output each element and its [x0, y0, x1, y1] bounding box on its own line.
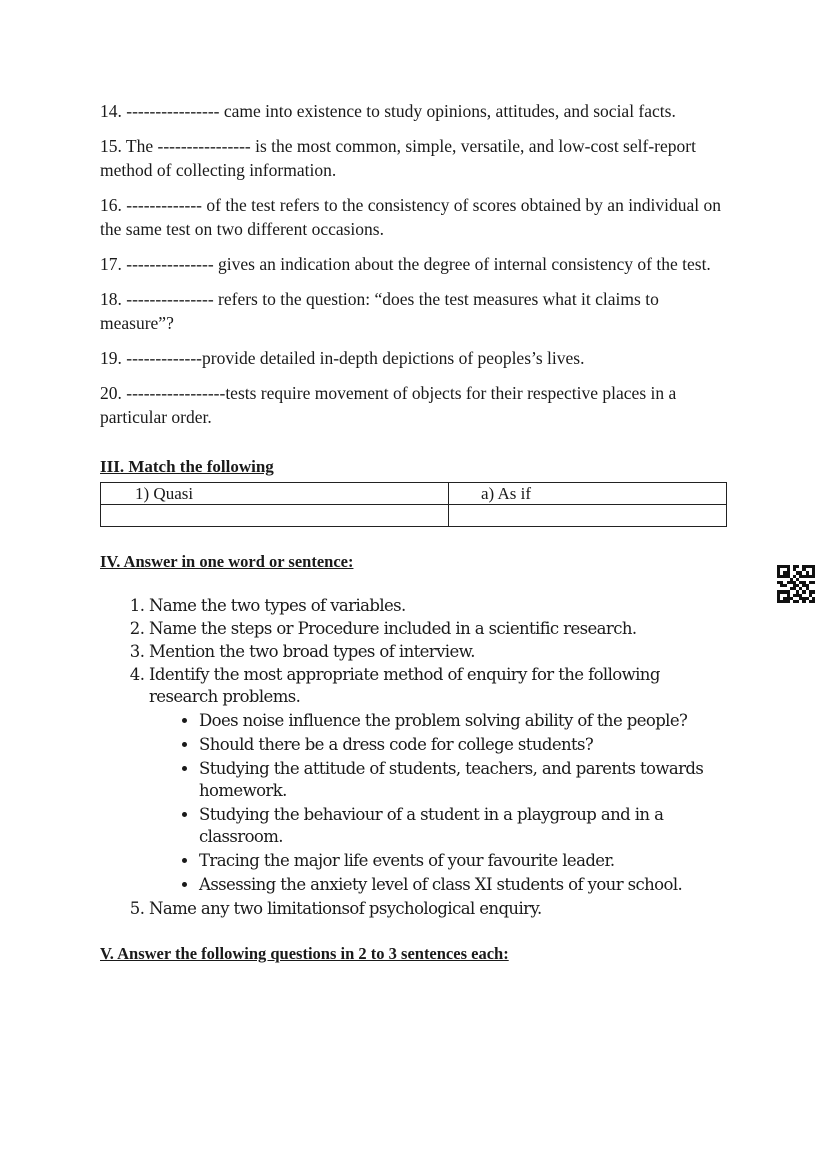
sub-list-item: • Studying the attitude of students, teachers, and parents towards homework.: [199, 758, 727, 802]
match-left-cell: 1) Quasi: [101, 483, 449, 505]
match-left-cell: [101, 505, 449, 527]
section-iv-heading: IV. Answer in one word or sentence:: [100, 552, 354, 571]
sub-list-item: • Assessing the anxiety level of class XI students of your school.: [199, 874, 727, 896]
question-16: 16. ------------- of the test refers to the consistency of scores obtained by an individual on the same test on two different occasions.: [100, 195, 722, 239]
list-item: [149, 641, 727, 663]
list-item-text: Name the two types of variables.: [149, 596, 406, 615]
question-15: 15. The ---------------- is the most common, simple, versatile, and low-cost self-report method of collecting information.: [100, 136, 696, 180]
section-iii-heading: III. Match the following: [100, 457, 274, 476]
sub-list-item: • Tracing the major life events of your favourite leader.: [199, 850, 727, 872]
question-20: 20. -----------------tests require movement of objects for their respective places in a particular order.: [100, 383, 677, 427]
list-item-text: Name the steps or Procedure included in a scientific research.: [149, 619, 637, 638]
list-item-text: Name any two limitationsof psychological enquiry.: [149, 899, 542, 918]
sub-list-item: • Should there be a dress code for college students?: [199, 734, 727, 756]
list-item: [149, 595, 727, 617]
question-19: 19. -------------provide detailed in-depth depictions of peoples’s lives.: [100, 348, 585, 368]
match-right-cell: a) As if: [449, 483, 727, 505]
worksheet-page: [100, 99, 727, 965]
research-problem-list: [149, 710, 727, 896]
list-item-text: Mention the two broad types of interview.: [149, 642, 475, 661]
sub-list-item: • Does noise influence the problem solving ability of the people?: [199, 710, 727, 732]
list-item: [149, 898, 727, 920]
list-item-text: Identify the most appropriate method of enquiry for the following research problems.: [149, 665, 660, 706]
qr-code-icon: [777, 565, 815, 603]
question-17: 17. --------------- gives an indication about the degree of internal consistency of the test.: [100, 254, 711, 274]
list-item: [149, 618, 727, 640]
table-row: [101, 483, 727, 505]
section-v-heading: V. Answer the following questions in 2 to 3 sentences each:: [100, 944, 509, 963]
table-row: [101, 505, 727, 527]
short-answer-list: [100, 595, 727, 920]
match-table: [100, 482, 727, 527]
question-18: 18. --------------- refers to the question: “does the test measures what it claims to measure”?: [100, 289, 659, 333]
list-item: [149, 664, 727, 896]
match-right-cell: [449, 505, 727, 527]
question-14: 14. ---------------- came into existence to study opinions, attitudes, and social facts.: [100, 101, 676, 121]
sub-list-item: • Studying the behaviour of a student in a playgroup and in a classroom.: [199, 804, 727, 848]
